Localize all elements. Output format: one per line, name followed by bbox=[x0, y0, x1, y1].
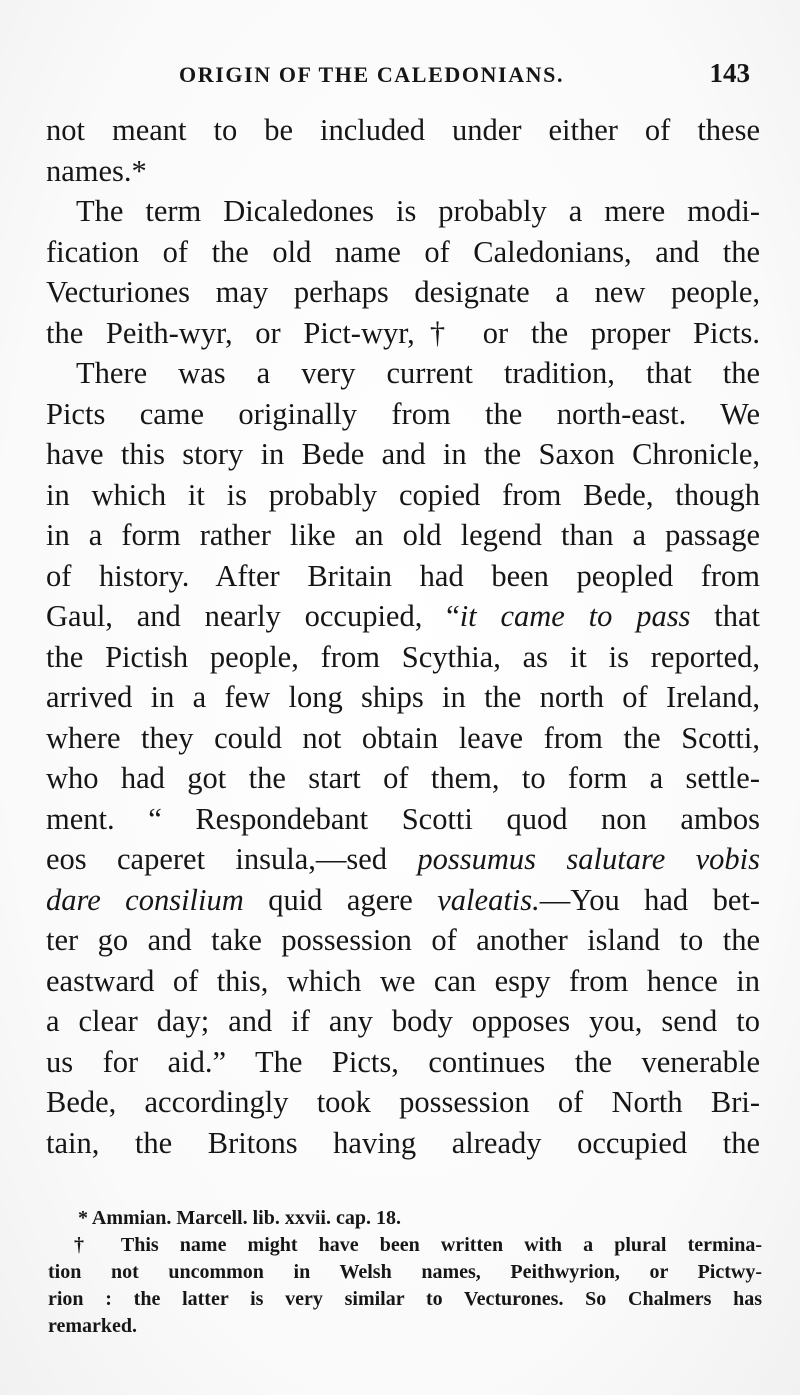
footnote-line: † This name might have been written with a plural termina- bbox=[74, 1234, 762, 1256]
italic-run: it came to pass bbox=[459, 599, 691, 633]
text-line: ment. “ Respondebant Scotti quod non ambos bbox=[46, 801, 760, 836]
text-run: that bbox=[690, 599, 760, 633]
text-line: Picts came originally from the north-east. We bbox=[46, 396, 760, 431]
italic-run: possumus salutare vobis bbox=[417, 842, 761, 876]
text-run: Gaul, and nearly occupied, “ bbox=[46, 599, 460, 633]
footnote-line: tion not uncommon in Welsh names, Peithwyrion, or Pictwy- bbox=[48, 1261, 762, 1283]
paragraph-1 bbox=[46, 110, 760, 191]
text-line: Vecturiones may perhaps designate a new people, bbox=[46, 275, 760, 309]
paragraph-3 bbox=[46, 353, 760, 1163]
text-line: The term Dicaledones is probably a mere modi- bbox=[76, 194, 760, 228]
text-line bbox=[46, 596, 760, 637]
italic-run: valeatis. bbox=[437, 882, 540, 917]
footnote-1: * Ammian. Marcell. lib. xxvii. cap. 18. bbox=[78, 1207, 401, 1229]
body-text bbox=[46, 110, 760, 1163]
text-line: names.* bbox=[46, 153, 147, 188]
running-title: ORIGIN OF THE CALEDONIANS. bbox=[179, 62, 565, 87]
text-line: a clear day; and if any body opposes you, send to bbox=[46, 1004, 760, 1038]
text-line: There was a very current tradition, that the bbox=[76, 356, 760, 390]
text-line: us for aid.” The Picts, continues the venerable bbox=[46, 1044, 760, 1079]
text-line: who had got the start of them, to form a settle- bbox=[46, 761, 760, 795]
text-line: tain, the Britons having already occupied the bbox=[46, 1125, 760, 1160]
text-run: eos caperet insula,—sed bbox=[46, 842, 418, 876]
text-line: the Peith-wyr, or Pict-wyr,† or the proper Picts. bbox=[46, 315, 760, 350]
text-line: of history. After Britain had been peopled from bbox=[46, 558, 760, 593]
text-line: Bede, accordingly took possession of North Bri- bbox=[46, 1085, 760, 1119]
text-line: the Pictish people, from Scythia, as it is reported, bbox=[46, 639, 760, 674]
text-line bbox=[46, 880, 760, 921]
paragraph-2 bbox=[46, 191, 760, 353]
page-number: 143 bbox=[709, 58, 750, 88]
footnotes bbox=[48, 1205, 762, 1340]
text-run: —You had bet- bbox=[539, 882, 761, 917]
text-line: have this story in Bede and in the Saxon Chronicle, bbox=[46, 437, 760, 471]
text-line: in a form rather like an old legend than a passage bbox=[46, 518, 760, 552]
footnote-line: rion : the latter is very similar to Vecturones. So Chalmers has bbox=[48, 1288, 762, 1310]
text-line: fication of the old name of Caledonians, and the bbox=[46, 234, 760, 269]
footnote-line: remarked. bbox=[48, 1315, 138, 1337]
text-line: eastward of this, which we can espy from hence in bbox=[46, 963, 760, 998]
text-line: where they could not obtain leave from the Scotti, bbox=[46, 720, 760, 755]
running-head bbox=[46, 58, 760, 110]
text-line: not meant to be included under either of these bbox=[46, 113, 760, 147]
text-run: quid agere bbox=[243, 882, 438, 917]
text-line: in which it is probably copied from Bede, though bbox=[46, 477, 760, 512]
text-line bbox=[46, 839, 760, 880]
italic-run: dare consilium bbox=[46, 882, 244, 917]
footnote-2 bbox=[48, 1232, 762, 1340]
text-line: ter go and take possession of another island to the bbox=[46, 923, 760, 957]
text-line: arrived in a few long ships in the north of Ireland, bbox=[46, 680, 760, 714]
